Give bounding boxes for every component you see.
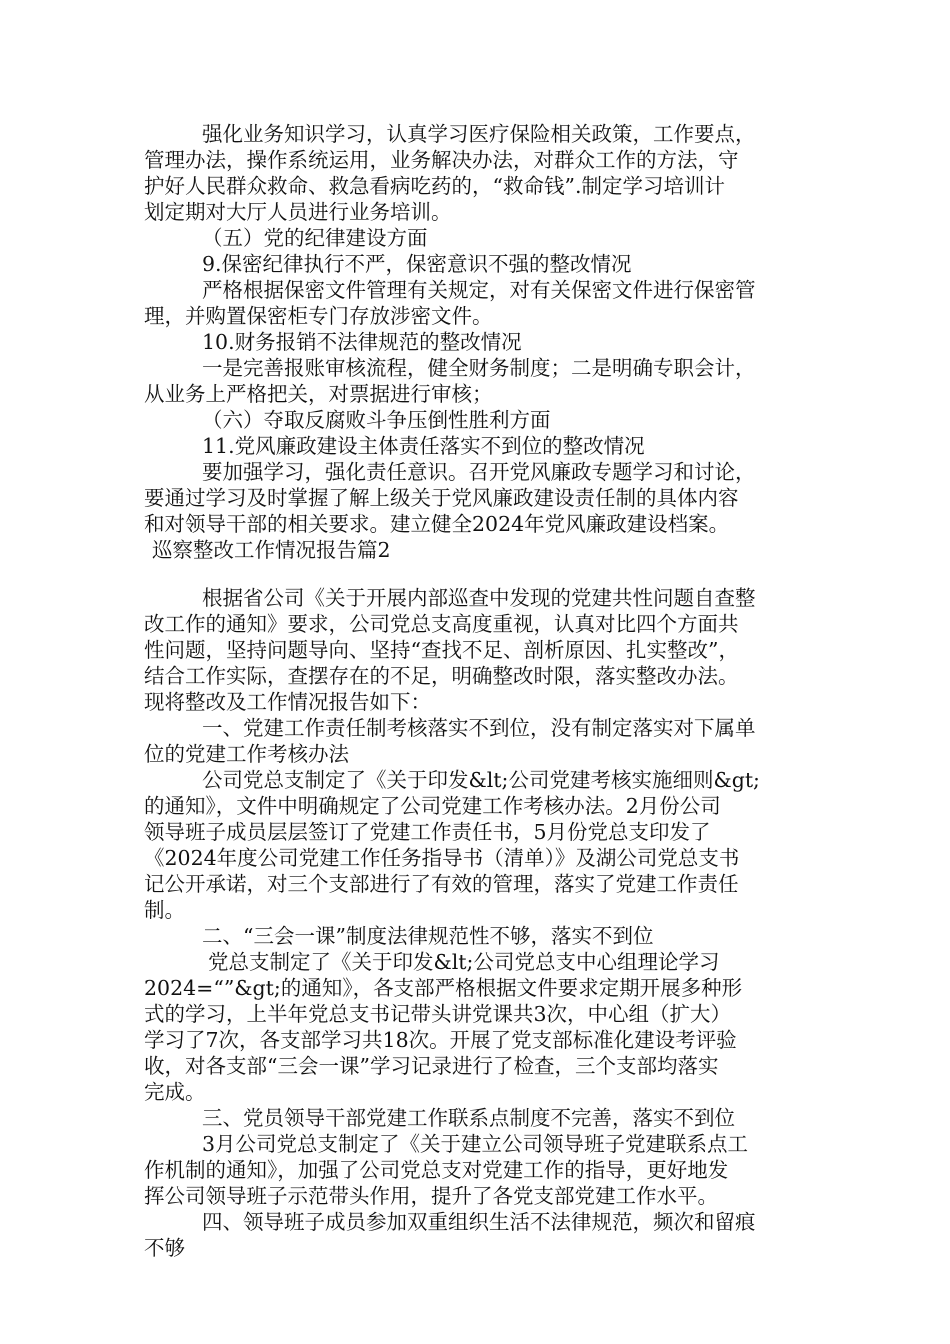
item-heading: 10.财务报销不法律规范的整改情况: [202, 330, 522, 354]
section-heading: （五）党的纪律建设方面: [202, 226, 428, 250]
paragraph-line: 制。: [144, 898, 185, 922]
paragraph-line: 严格根据保密文件管理有关规定，对有关保密文件进行保密管: [202, 278, 756, 302]
item-heading: 9.保密纪律执行不严，保密意识不强的整改情况: [202, 252, 632, 276]
section-heading: 位的党建工作考核办法: [144, 742, 349, 766]
paragraph-line: 记公开承诺，对三个支部进行了有效的管理，落实了党建工作责任: [144, 872, 739, 896]
section-heading: 不够: [144, 1236, 185, 1260]
paragraph-line: 要加强学习，强化责任意识。召开党风廉政专题学习和讨论，: [202, 460, 756, 484]
paragraph-line: 结合工作实际，查摆存在的不足，明确整改时限，落实整改办法。: [144, 664, 739, 688]
paragraph-line: 挥公司领导班子示范带头作用，提升了各党支部党建工作水平。: [144, 1184, 718, 1208]
paragraph-line: 公司党总支制定了《关于印发&lt;公司党建考核实施细则&gt;: [202, 768, 760, 792]
paragraph-line: 领导班子成员层层签订了党建工作责任书，5月份党总支印发了: [144, 820, 711, 844]
section-heading: （六）夺取反腐败斗争压倒性胜利方面: [202, 408, 551, 432]
paragraph-line: 收，对各支部“三会一课”学习记录进行了检查，三个支部均落实: [144, 1054, 719, 1078]
paragraph-line: 一是完善报账审核流程，健全财务制度；二是明确专职会计，: [202, 356, 756, 380]
section-heading: 一、党建工作责任制考核落实不到位，没有制定落实对下属单: [202, 716, 756, 740]
paragraph-line: 要通过学习及时掌握了解上级关于党风廉政建设责任制的具体内容: [144, 486, 739, 510]
paragraph-line: 作机制的通知》，加强了公司党总支对党建工作的指导，更好地发: [144, 1158, 729, 1182]
paragraph-line: 根据省公司《关于开展内部巡查中发现的党建共性问题自查整: [202, 586, 756, 610]
paragraph-line: 完成。: [144, 1080, 206, 1104]
paragraph-line: 性问题，坚持问题导向、坚持“查找不足、剖析原因、扎实整改”，: [144, 638, 739, 662]
paragraph-line: 管理办法，操作系统运用，业务解决办法，对群众工作的方法，守: [144, 148, 739, 172]
paragraph-line: 的通知》，文件中明确规定了公司党建工作考核办法。2月份公司: [144, 794, 721, 818]
article-title: 巡察整改工作情况报告篇2: [152, 538, 391, 562]
paragraph-line: 理，并购置保密柜专门存放涉密文件。: [144, 304, 493, 328]
item-heading: 11.党风廉政建设主体责任落实不到位的整改情况: [202, 434, 645, 458]
paragraph-line: 强化业务知识学习，认真学习医疗保险相关政策，工作要点，: [202, 122, 756, 146]
section-heading: 四、领导班子成员参加双重组织生活不法律规范，频次和留痕: [202, 1210, 756, 1234]
section-heading: 二、“三会一课”制度法律规范性不够，落实不到位: [202, 924, 654, 948]
paragraph-line: 党总支制定了《关于印发&lt;公司党总支中心组理论学习: [208, 950, 720, 974]
paragraph-line: 划定期对大厅人员进行业务培训。: [144, 200, 452, 224]
paragraph-line: 3月公司党总支制定了《关于建立公司领导班子党建联系点工: [202, 1132, 749, 1156]
section-heading: 三、党员领导干部党建工作联系点制度不完善，落实不到位: [202, 1106, 735, 1130]
paragraph-line: 2024=“”&gt;的通知》，各支部严格根据文件要求定期开展多种形: [144, 976, 743, 1000]
paragraph-line: 改工作的通知》要求，公司党总支高度重视，认真对比四个方面共: [144, 612, 739, 636]
paragraph-line: 学习了7次，各支部学习共18次。开展了党支部标准化建设考评验: [144, 1028, 737, 1052]
paragraph-line: 现将整改及工作情况报告如下：: [144, 690, 431, 714]
paragraph-line: 从业务上严格把关，对票据进行审核；: [144, 382, 493, 406]
paragraph-line: 《2024年度公司党建工作任务指导书（清单）》及湖公司党总支书: [144, 846, 740, 870]
paragraph-line: 和对领导干部的相关要求。建立健全2024年党风廉政建设档案。: [144, 512, 730, 536]
paragraph-line: 护好人民群众救命、救急看病吃药的，“救命钱”.制定学习培训计: [144, 174, 725, 198]
paragraph-line: 式的学习，上半年党总支书记带头讲党课共3次，中心组（扩大）: [144, 1002, 732, 1026]
